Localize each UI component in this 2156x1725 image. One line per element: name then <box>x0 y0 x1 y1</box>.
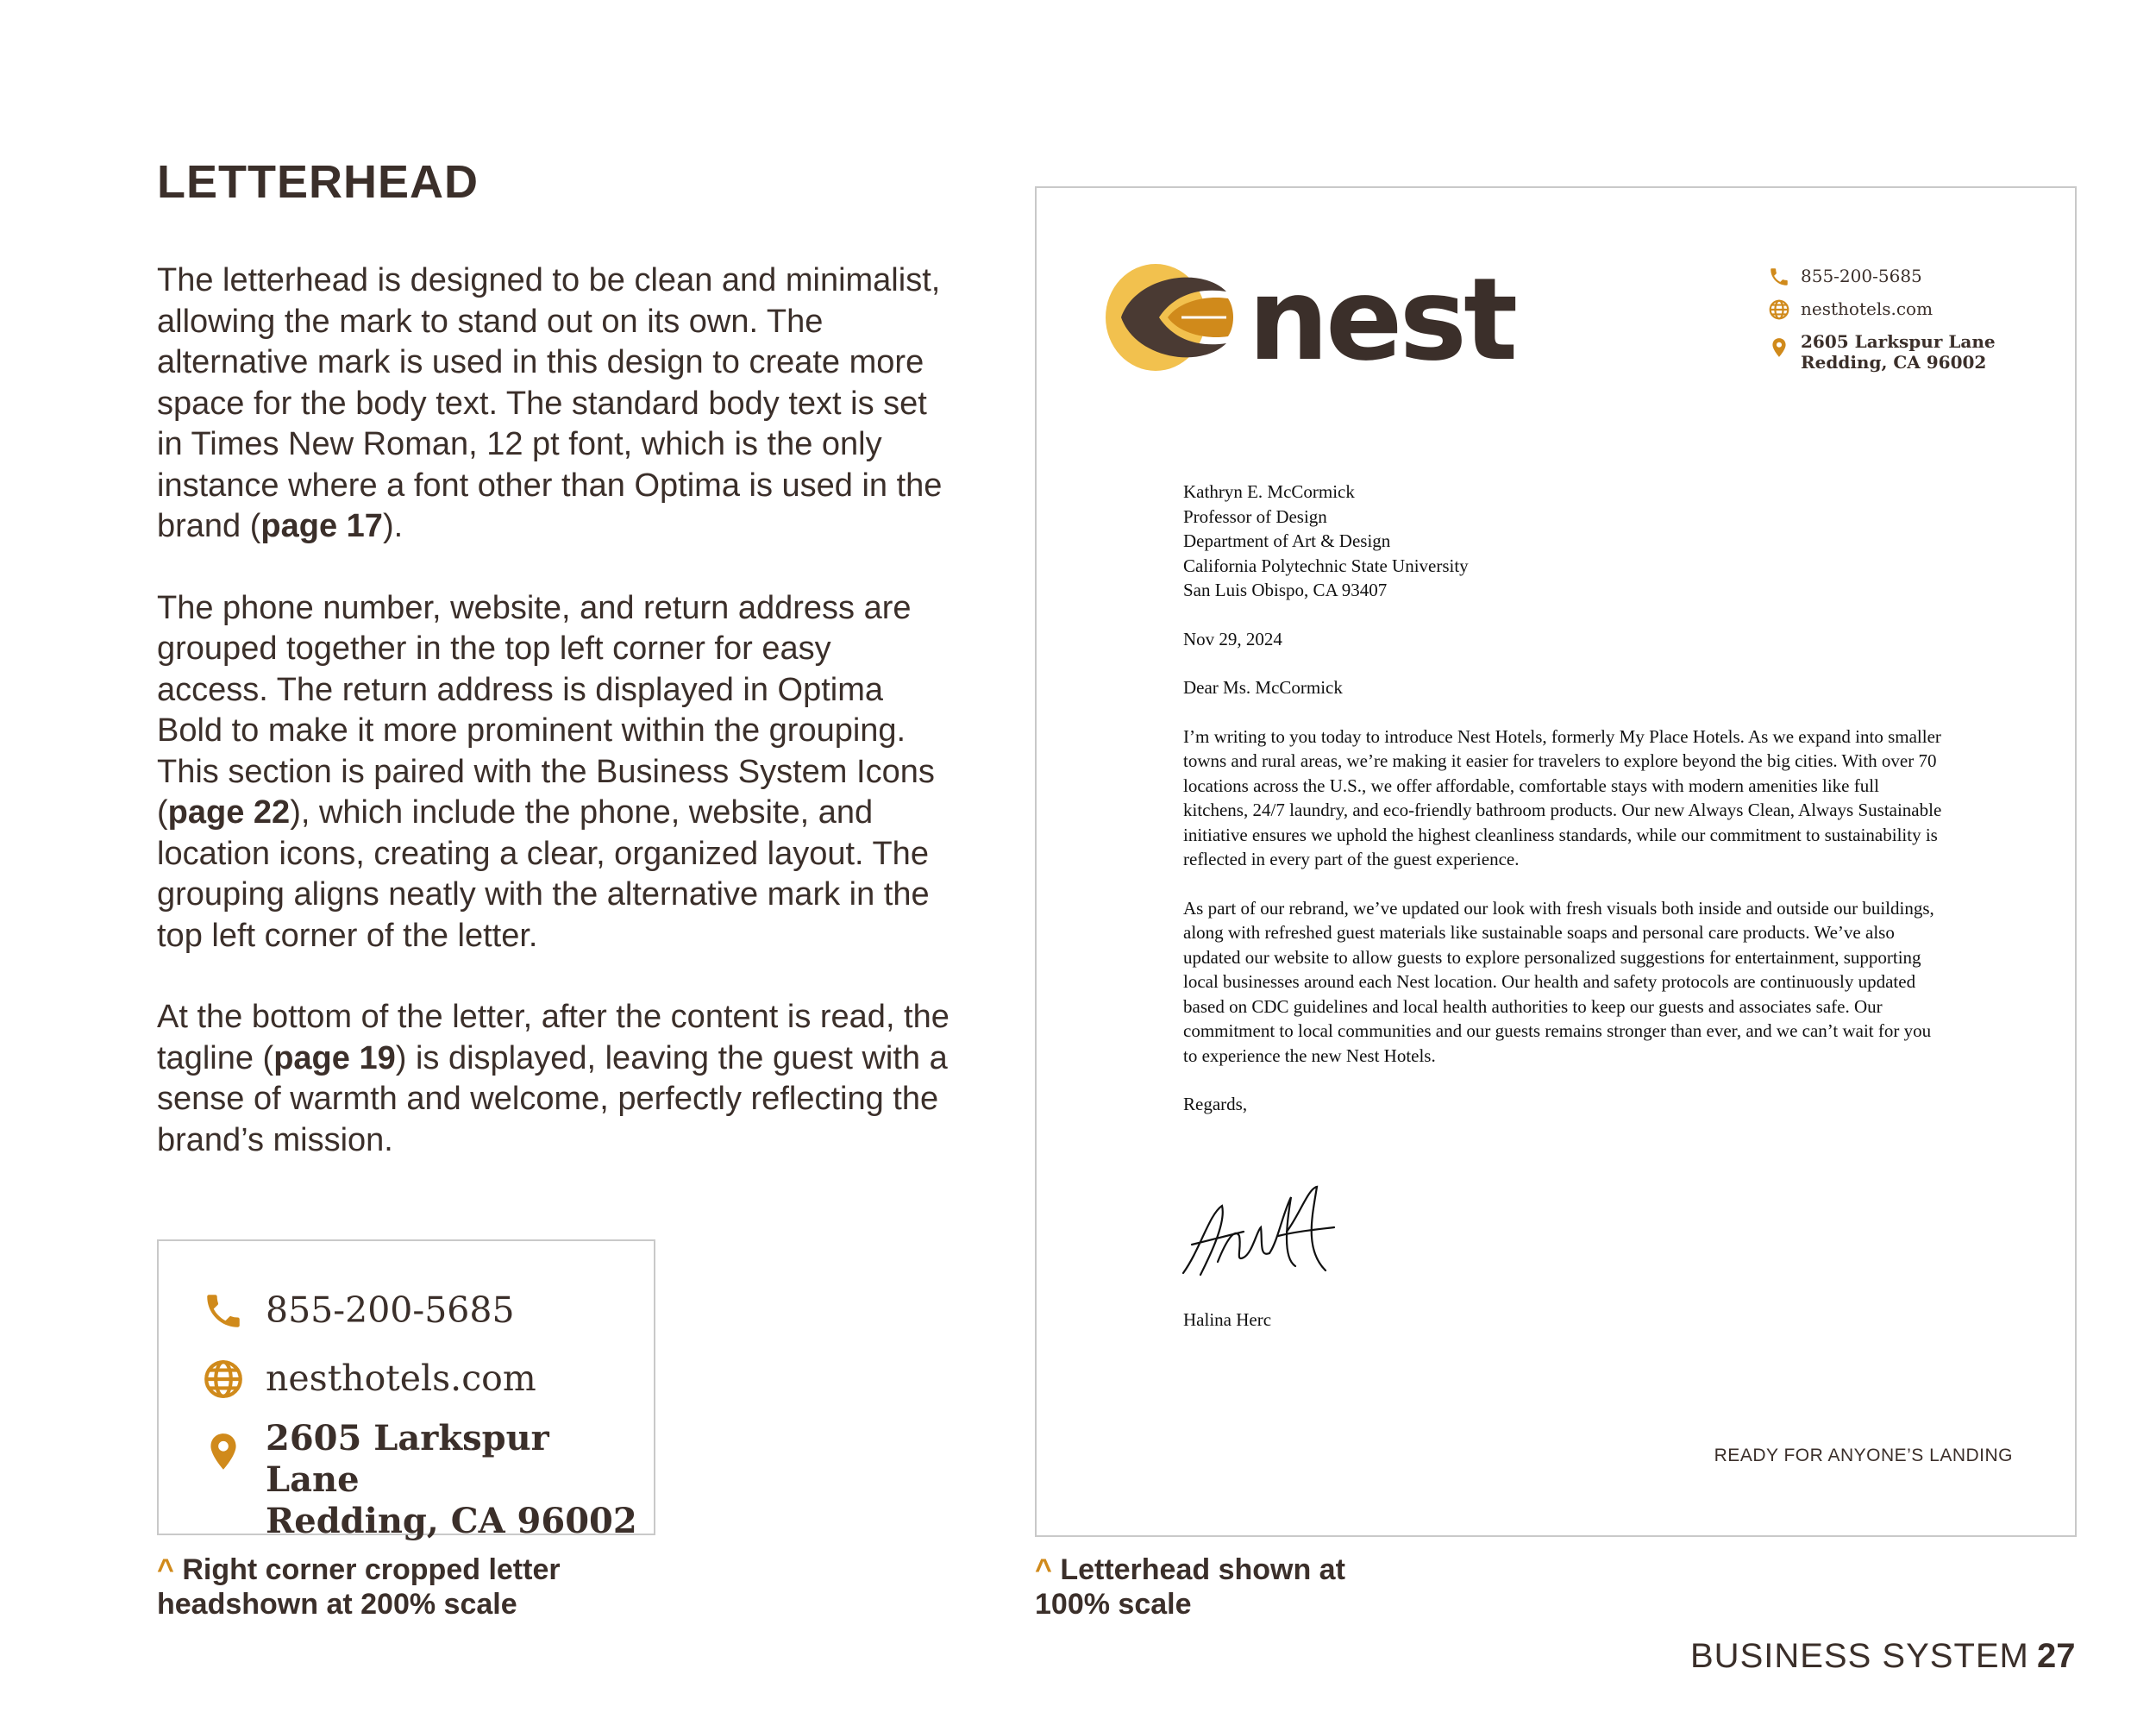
crop-phone-row <box>202 1289 515 1333</box>
letter-website-text: nesthotels.com <box>1801 298 1934 319</box>
footer-page-number: 27 <box>2037 1637 2076 1675</box>
letter-caption-line-1 <box>1035 1552 1345 1587</box>
signer-name: Halina Herc <box>1183 1309 1272 1330</box>
globe-icon <box>202 1358 245 1401</box>
intro-text-run: The phone number, website, and return address are grouped together in the top left corner for easy access. The return address is displayed in Optima Bold to make it more prominent within the grouping. This section is paired with the Business System Icons ( <box>157 589 935 831</box>
intro-text-run: ) is displayed, leaving the guest with a sense of warmth and welcome, perfectly reflecting the brand’s mission. <box>157 1039 948 1158</box>
letter-website-row <box>1768 298 1996 321</box>
intro-paragraph-1 <box>157 260 950 548</box>
crop-website-text: nesthotels.com <box>266 1358 536 1399</box>
letter-address-line-1: 2605 Larkspur Lane <box>1801 331 1996 352</box>
recipient-line: Kathryn E. McCormick <box>1183 481 1355 502</box>
intro-text-run: ), which include the phone, website, and location icons, creating a clear, organized layout. The grouping aligns neatly with the alternative mark in the top left corner of the letter. <box>157 794 930 954</box>
caret-icon: ^ <box>157 1553 174 1586</box>
intro-text-run: ). <box>382 508 404 544</box>
intro-paragraph-2 <box>157 588 950 957</box>
crop-phone-text: 855-200-5685 <box>266 1289 515 1331</box>
letter-date: Nov 29, 2024 <box>1183 628 1282 649</box>
recipient-address <box>1183 480 1942 603</box>
letter-body <box>1183 480 1942 1141</box>
crop-address-block <box>266 1418 654 1542</box>
letter-caption-line-2: 100% scale <box>1035 1588 1192 1621</box>
crop-caption-line-2: headshown at 200% scale <box>157 1588 517 1621</box>
letter-paragraph-1: I’m writing to you today to introduce Nest Hotels, formerly My Place Hotels. As we expand into smaller towns and rural areas, we’re making it easier for travelers to explore beyond the big cities. With over 70 locations across the U.S., we offer affordable, comfortable stays with modern amenities like full kitchens, 24/7 laundry, and eco-friendly bathroom products. Our new Always Clean, Always Sustainable initiative ensures we uphold the highest cleanliness standards, while our commitment to sustainability is reflected in every part of the guest experience. <box>1183 725 1942 869</box>
location-pin-icon <box>202 1430 245 1473</box>
page-title: LETTERHEAD <box>157 156 479 208</box>
letter-address-line-2: Redding, CA 96002 <box>1801 352 1987 373</box>
caption-text: Right corner cropped letter <box>182 1553 561 1586</box>
letter-preview <box>1035 186 2077 1537</box>
letter-salutation: Dear Ms. McCormick <box>1183 677 1343 698</box>
phone-icon <box>1768 266 1790 288</box>
crop-address-row <box>202 1418 654 1542</box>
signature <box>1175 1180 1347 1283</box>
recipient-line: California Polytechnic State University <box>1183 555 1469 576</box>
letter-paragraph-2: As part of our rebrand, we’ve updated our look with fresh visuals both inside and outside our buildings, along with refreshed guest materials like sustainable soaps and personal care products. We’ve also updated our website to allow guests to explore personalized suggestions for entertainment, supporting local businesses around each Nest location. Our health and safety protocols are continuously updated based on CDC guidelines and local health authorities to keep our guests and associates safe. Our commitment to local communities and our guests remains stronger than ever, and we can’t wait for you to experience the new Nest Hotels. <box>1183 897 1934 1066</box>
letter-caption <box>1035 1552 1345 1622</box>
page-reference: page 22 <box>167 794 291 831</box>
crop-website-row <box>202 1358 536 1401</box>
page-reference: page 17 <box>260 508 383 544</box>
letter-phone-text: 855-200-5685 <box>1801 266 1922 286</box>
letter-contact-block <box>1768 266 1996 383</box>
letter-phone-row <box>1768 266 1996 288</box>
crop-address-line-2: Redding, CA 96002 <box>266 1501 637 1541</box>
letter-closing: Regards, <box>1183 1094 1248 1114</box>
intro-text-run: At the bottom of the letter, after the content is read, the tagline ( <box>157 999 950 1076</box>
logo-wordmark: nest <box>1248 254 1515 386</box>
intro-paragraph-3 <box>157 997 950 1161</box>
intro-text <box>157 260 950 1201</box>
letter-address-block <box>1801 331 1996 373</box>
caret-icon: ^ <box>1035 1553 1052 1586</box>
crop-address-line-1: 2605 Larkspur Lane <box>266 1418 549 1500</box>
phone-icon <box>202 1289 245 1333</box>
location-pin-icon <box>1768 336 1790 359</box>
globe-icon <box>1768 298 1790 321</box>
page-reference: page 19 <box>273 1039 396 1076</box>
recipient-line: San Luis Obispo, CA 93407 <box>1183 580 1388 600</box>
tagline: READY FOR ANYONE’S LANDING <box>1714 1446 2013 1465</box>
cropped-corner-detail <box>157 1239 655 1541</box>
nest-logo <box>1097 254 1515 386</box>
caption-text: Letterhead shown at <box>1060 1553 1345 1586</box>
crop-caption <box>157 1552 561 1622</box>
intro-text-run: The letterhead is designed to be clean and minimalist, allowing the mark to stand out on its own. The alternative mark is used in this design to create more space for the body text. The standard body text is set in Times New Roman, 12 pt font, which is the only instance where a font other than Optima is used in the brand ( <box>157 262 943 544</box>
recipient-line: Professor of Design <box>1183 505 1327 527</box>
footer-section-title: BUSINESS SYSTEM <box>1690 1637 2029 1675</box>
letter-address-row <box>1768 331 1996 373</box>
nest-mark-icon <box>1106 264 1233 371</box>
crop-caption-line-1 <box>157 1552 561 1587</box>
recipient-line: Department of Art & Design <box>1183 530 1391 551</box>
